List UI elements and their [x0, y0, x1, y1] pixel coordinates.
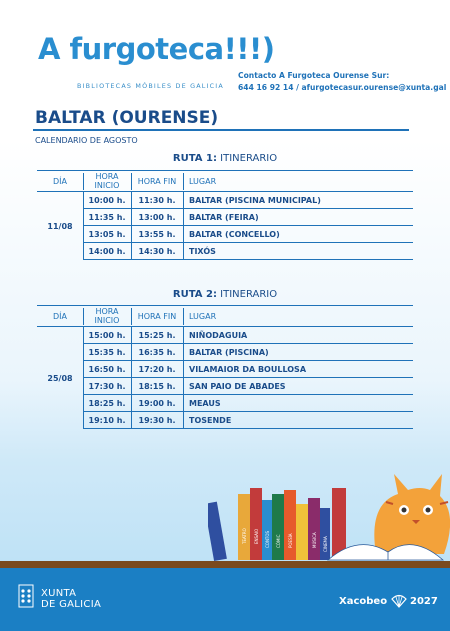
col-end: HORA FIN: [137, 176, 177, 186]
shelf: [0, 561, 450, 568]
row-start: 18:25 h.: [88, 398, 126, 408]
spine-comic: CÓMIC: [276, 534, 281, 548]
row-place: SAN PAIO DE ABADES: [189, 381, 286, 391]
table-header: [37, 170, 413, 192]
row-end: 19:00 h.: [138, 398, 176, 408]
row-place: TOSENDE: [189, 415, 232, 425]
xunta-wordmark: [41, 588, 101, 610]
spine-musica: MÚSICA: [312, 532, 317, 548]
route-2-table: [37, 305, 413, 425]
route-1-title: [0, 153, 450, 164]
route-1-title-rest: ITINERARIO: [216, 153, 278, 164]
route-2-rows: [84, 327, 413, 429]
row-place: MEAUS: [189, 398, 221, 408]
row-place: NIÑODAGUIA: [189, 330, 248, 340]
col-place: LUGAR: [189, 311, 217, 321]
cat-illustration: [374, 474, 450, 554]
row-end: 19:30 h.: [138, 415, 176, 425]
table-row: [84, 412, 413, 429]
row-place: TIXÓS: [189, 246, 216, 256]
route-1-title-bold: RUTA 1:: [172, 153, 217, 164]
row-end: 13:00 h.: [138, 212, 176, 222]
table-header: [37, 305, 413, 327]
place-title: BALTAR (OURENSE): [35, 108, 219, 128]
route-1-table: [37, 170, 413, 256]
row-start: 14:00 h.: [88, 246, 126, 256]
table-row: [84, 327, 413, 344]
row-start: 19:10 h.: [88, 415, 126, 425]
row-start: 15:00 h.: [88, 330, 126, 340]
row-place: BALTAR (PISCINA): [189, 347, 269, 357]
xunta-crest-icon: [18, 584, 34, 608]
col-place: LUGAR: [189, 176, 217, 186]
calendar-label: CALENDARIO DE AGOSTO: [35, 136, 138, 145]
row-end: 17:20 h.: [138, 364, 176, 374]
route-2-title: [0, 289, 450, 300]
table-row: [84, 192, 413, 209]
row-place: BALTAR (CONCELLO): [189, 229, 280, 239]
spine-teatro: TEATRO: [242, 528, 247, 544]
xacobeo-year: 2027: [410, 596, 438, 607]
spine-ensaio: ENSAIO: [254, 528, 259, 544]
col-start: HORA INICIO: [94, 307, 120, 325]
xacobeo-wordmark: Xacobeo: [339, 596, 388, 607]
table-row: [84, 395, 413, 412]
xunta-line-2: DE GALICIA: [41, 599, 102, 610]
row-start: 11:35 h.: [88, 212, 126, 222]
col-start: HORA INICIO: [94, 172, 120, 190]
col-day: DÍA: [53, 311, 67, 321]
spine-cinema: CINEMA: [323, 536, 328, 552]
table-row: [84, 226, 413, 243]
row-end: 14:30 h.: [138, 246, 176, 256]
row-start: 16:50 h.: [88, 364, 126, 374]
row-start: 15:35 h.: [88, 347, 126, 357]
row-end: 11:30 h.: [138, 195, 176, 205]
spine-poesia: POESÍA: [288, 533, 293, 548]
spine-contos: CONTOS: [265, 530, 270, 548]
brand-title: A furgoteca!!!): [38, 32, 275, 66]
contact-label: Contacto A Furgoteca Ourense Sur:: [238, 71, 390, 80]
route-1-day: 11/08: [47, 221, 73, 231]
title-divider: [33, 129, 409, 131]
row-place: BALTAR (PISCINA MUNICIPAL): [189, 195, 321, 205]
row-end: 16:35 h.: [138, 347, 176, 357]
row-place: BALTAR (FEIRA): [189, 212, 259, 222]
route-2-title-bold: RUTA 2:: [172, 289, 217, 300]
route-2-title-rest: ITINERARIO: [216, 289, 278, 300]
row-end: 15:25 h.: [138, 330, 176, 340]
row-start: 13:05 h.: [88, 229, 126, 239]
scallop-shell-icon: [391, 594, 407, 608]
row-place: VILAMAIOR DA BOULLOSA: [189, 364, 307, 374]
books-cat-illustration: [208, 464, 450, 562]
contact-info: 644 16 92 14 / afurgotecasur.ourense@xunta.gal: [238, 83, 447, 92]
col-day: DÍA: [53, 176, 67, 186]
table-row: [84, 243, 413, 260]
brand-subtitle: BIBLIOTECAS MÓBILES DE GALICIA: [77, 82, 224, 90]
route-2-day: 25/08: [47, 373, 73, 383]
row-start: 17:30 h.: [88, 381, 126, 391]
row-end: 13:55 h.: [138, 229, 176, 239]
table-row: [84, 209, 413, 226]
table-row: [84, 344, 413, 361]
col-end: HORA FIN: [137, 311, 177, 321]
xunta-line-1: XUNTA: [41, 588, 77, 599]
row-start: 10:00 h.: [88, 195, 126, 205]
table-row: [84, 378, 413, 395]
row-end: 18:15 h.: [138, 381, 176, 391]
contact-block: [238, 70, 446, 94]
route-1-rows: [84, 192, 413, 260]
table-row: [84, 361, 413, 378]
